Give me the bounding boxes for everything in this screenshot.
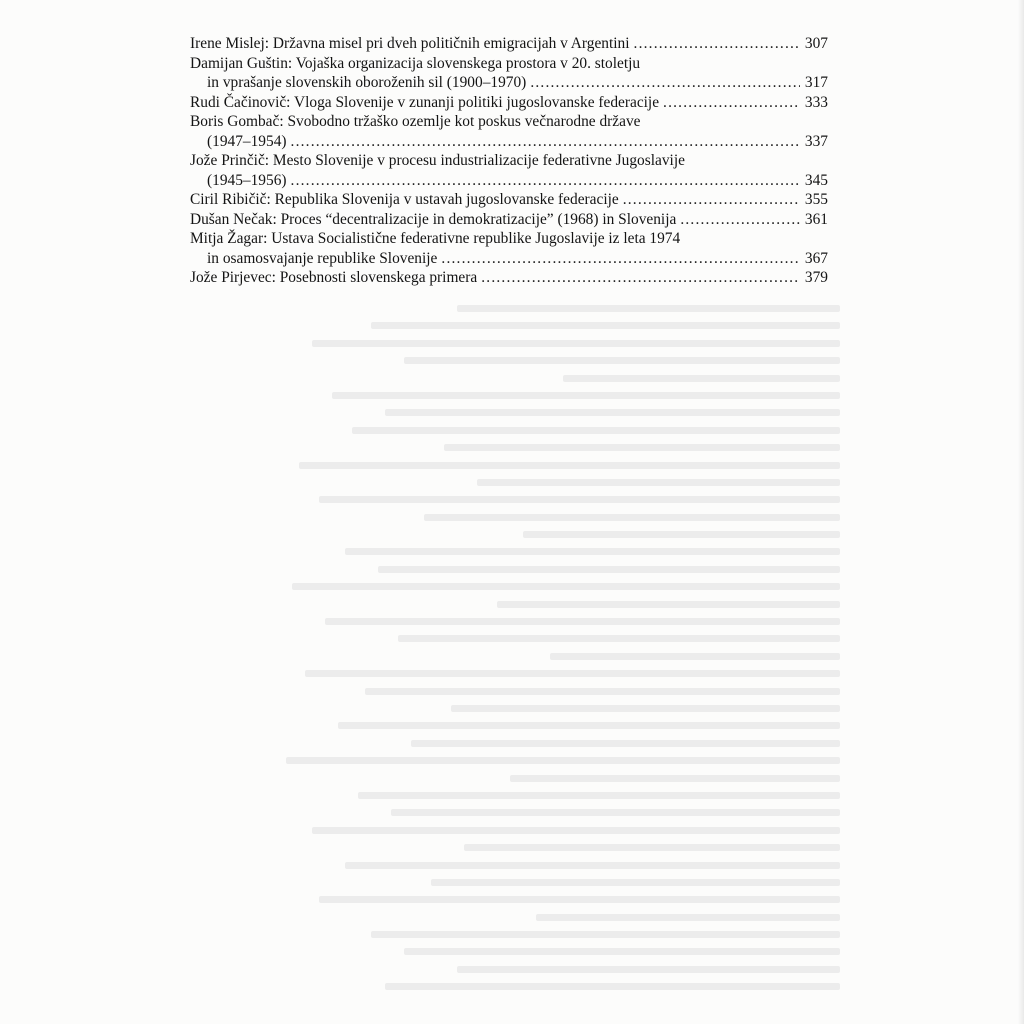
bleed-through-text xyxy=(180,300,840,996)
toc-line xyxy=(190,34,828,54)
page-edge-shadow xyxy=(1018,0,1024,1024)
toc-page-number: 379 xyxy=(804,269,828,286)
toc-entry-text: Boris Gombač: Svobodno tržaško ozemlje kot poskus večnarodne države xyxy=(190,113,641,130)
dot-leader xyxy=(441,249,800,269)
toc-entry-text: Rudi Čačinovič: Vloga Slovenije v zunanji politiki jugoslovanske federacije xyxy=(190,93,660,111)
toc-entry[interactable] xyxy=(190,268,828,288)
toc-page-number: 361 xyxy=(804,210,828,228)
toc-line xyxy=(190,112,828,132)
toc-entry-continuation: (1947–1954) xyxy=(207,132,287,150)
dot-leader xyxy=(530,73,800,93)
dot-leader xyxy=(663,93,800,113)
toc-entry[interactable] xyxy=(190,93,828,113)
toc-line xyxy=(190,268,828,288)
toc-page-number: 317 xyxy=(804,74,828,91)
toc-line xyxy=(190,73,828,93)
toc-entry[interactable] xyxy=(190,34,828,54)
dot-leader xyxy=(680,210,800,230)
dot-leader xyxy=(291,171,800,191)
toc-line xyxy=(190,171,828,191)
toc-line xyxy=(190,151,828,171)
toc-entry-text: Damijan Guštin: Vojaška organizacija slovenskega prostora v 20. stoletju xyxy=(190,54,641,72)
dot-leader xyxy=(634,34,800,54)
toc-page-number: 307 xyxy=(804,35,828,52)
toc-entry-text: Jože Pirjevec: Posebnosti slovenskega primera xyxy=(190,269,478,286)
toc-page-number: 367 xyxy=(804,249,828,267)
toc-entry[interactable] xyxy=(190,229,828,268)
toc-page-number: 333 xyxy=(804,93,828,111)
toc-line xyxy=(190,210,828,230)
toc-entry[interactable] xyxy=(190,54,828,93)
toc-entry-continuation: in osamosvajanje republike Slovenije xyxy=(207,249,438,267)
toc-page-number: 355 xyxy=(804,191,828,208)
toc-line xyxy=(190,190,828,210)
toc-line xyxy=(190,54,828,74)
toc-page-number: 345 xyxy=(804,171,828,189)
toc-entry-continuation: (1945–1956) xyxy=(207,171,287,189)
toc-page-number: 337 xyxy=(804,132,828,150)
toc-entry[interactable] xyxy=(190,112,828,151)
toc-entry-text: Jože Prinčič: Mesto Slovenije v procesu industrializacije federativne Jugoslavije xyxy=(190,152,685,169)
toc-line xyxy=(190,93,828,113)
toc-line xyxy=(190,249,828,269)
dot-leader xyxy=(623,190,800,210)
toc-line xyxy=(190,132,828,152)
dot-leader xyxy=(481,268,800,288)
toc-entry-text: Ciril Ribičič: Republika Slovenija v ustavah jugoslovanske federacije xyxy=(190,191,619,208)
toc-entry[interactable] xyxy=(190,151,828,190)
toc-entry-text: Dušan Nečak: Proces “decentralizacije in demokratizacije” (1968) in Slovenija xyxy=(190,210,677,228)
toc-entry-text: Mitja Žagar: Ustava Socialistične federativne republike Jugoslavije iz leta 1974 xyxy=(190,230,681,247)
toc-entry[interactable] xyxy=(190,190,828,210)
toc-entry-text: Irene Mislej: Državna misel pri dveh političnih emigracijah v Argentini xyxy=(190,35,630,52)
table-of-contents xyxy=(190,34,828,288)
dot-leader xyxy=(291,132,800,152)
toc-line xyxy=(190,229,828,249)
toc-entry-continuation: in vprašanje slovenskih oboroženih sil (1900–1970) xyxy=(207,74,527,91)
toc-entry[interactable] xyxy=(190,210,828,230)
